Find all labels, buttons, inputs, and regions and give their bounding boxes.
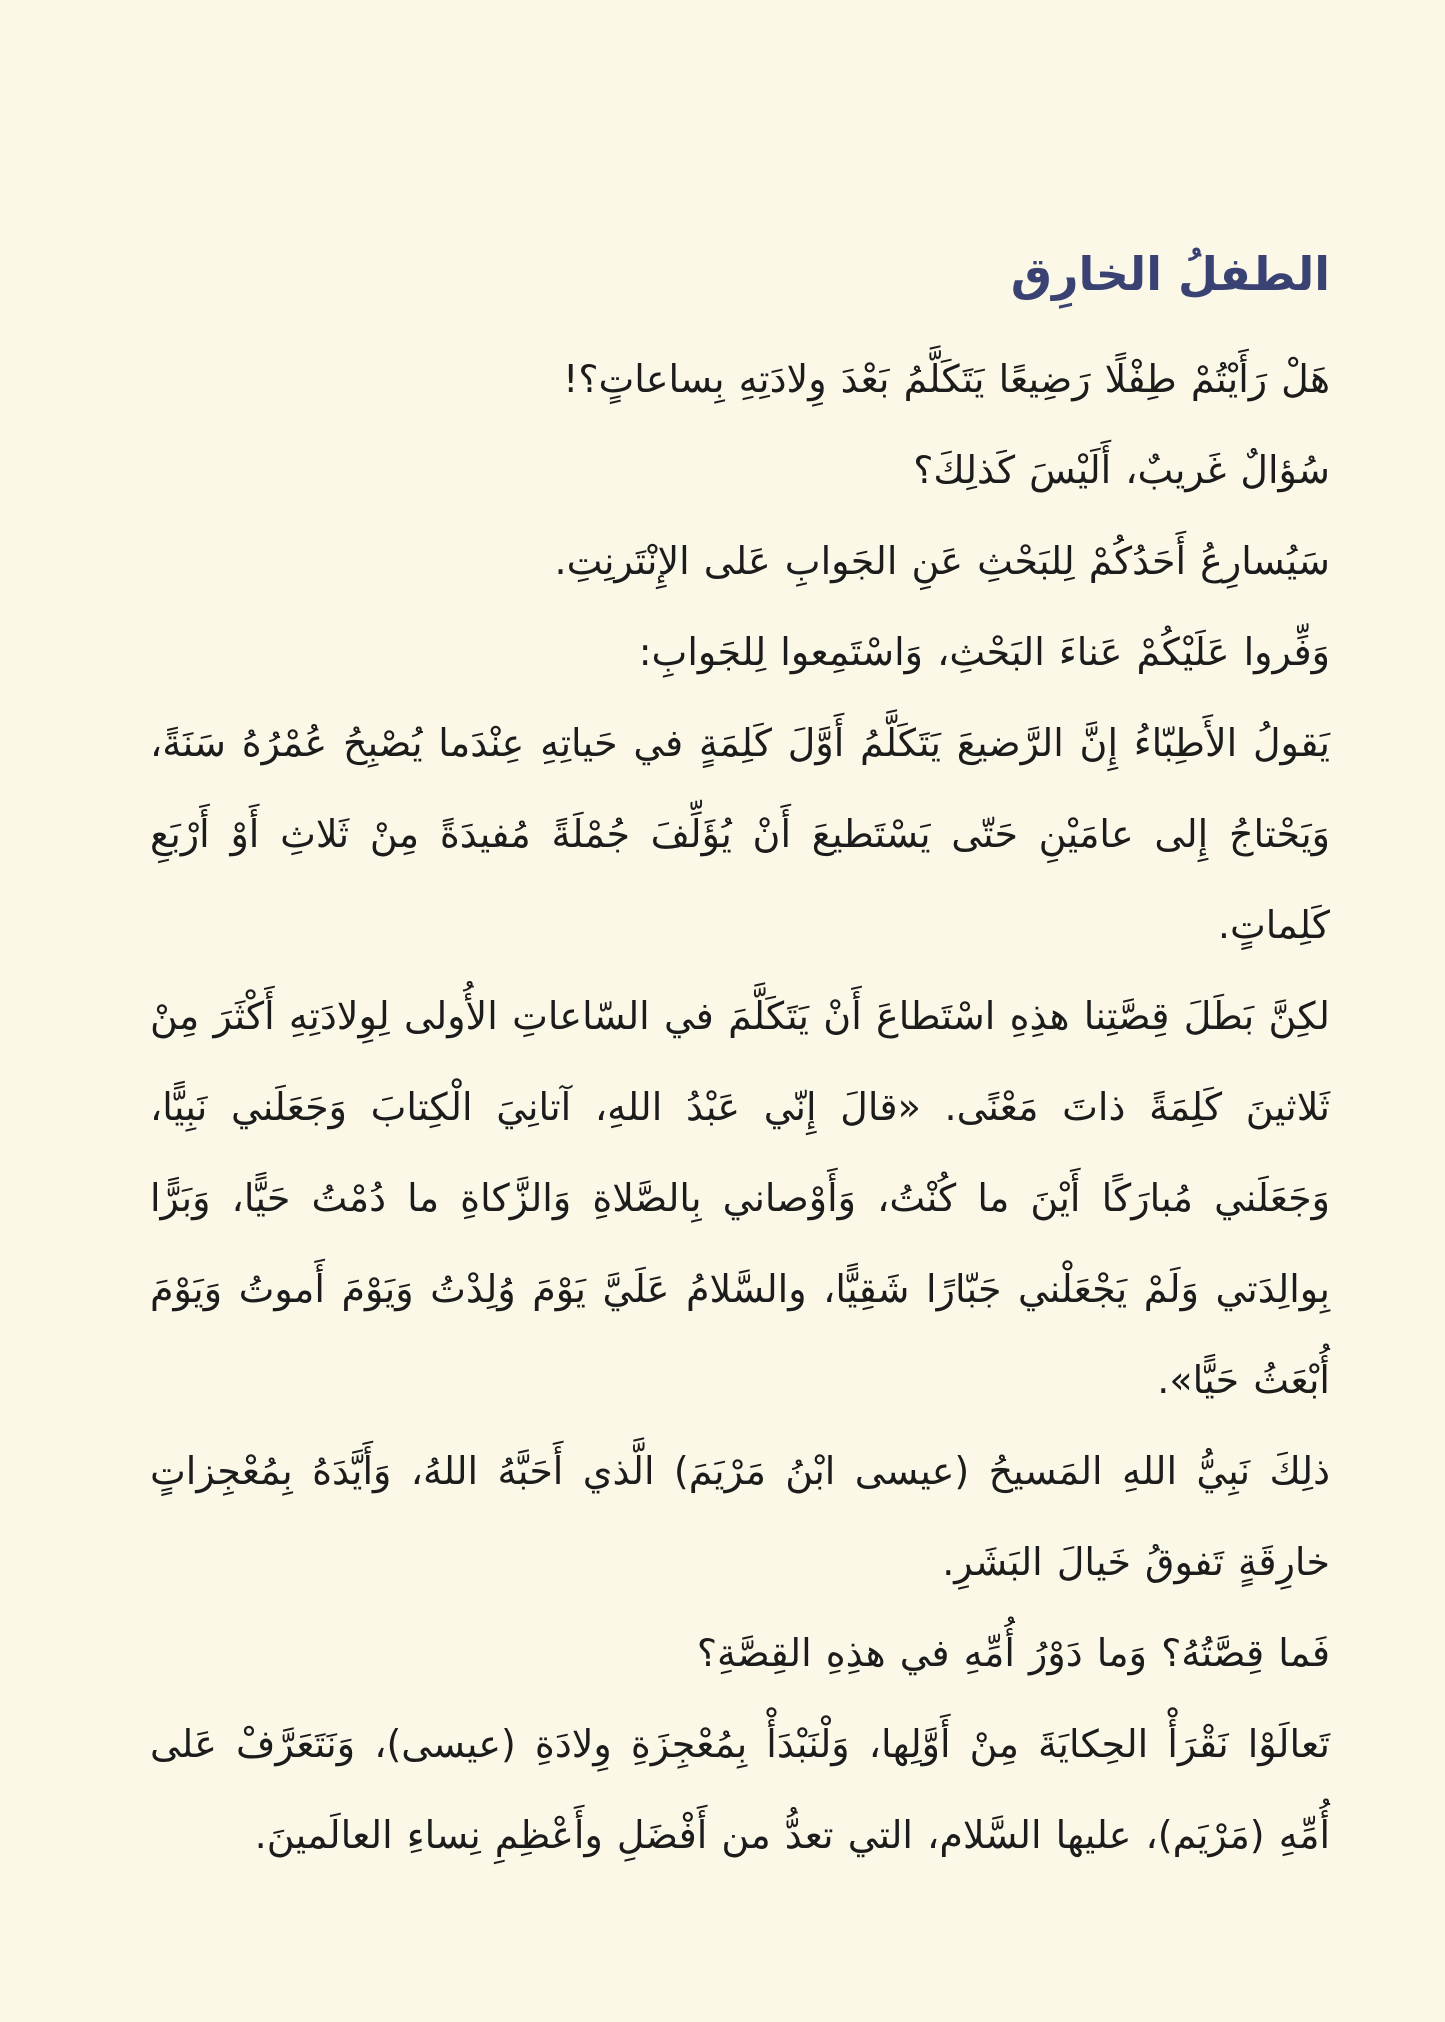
page-title: الطفلُ الخارِق bbox=[1010, 247, 1330, 301]
paragraph-doctors: يَقولُ الأَطِبّاءُ إِنَّ الرَّضيعَ يَتَكَلَّمُ أَوَّلَ كَلِمَةٍ في حَياتِهِ عِنْدَما يُصْبِحُ عُمْرُهُ سَنَةً، وَيَحْتاجُ إِلى عامَيْنِ حَتّى يَسْتَطيعَ أَنْ يُؤَلِّفَ جُمْلَةً مُفيدَةً مِنْ ثَلاثِ أَوْ أَرْبَعِ كَلِماتٍ. bbox=[150, 721, 1330, 947]
paragraph-prophet-jesus: ذلِكَ نَبِيُّ اللهِ المَسيحُ (عيسى ابْنُ مَرْيَمَ) الَّذي أَحَبَّهُ اللهُ، وَأَيَّدَهُ بِمُعْجِزاتٍ خارِقَةٍ تَفوقُ خَيالَ البَشَرِ. bbox=[150, 1449, 1330, 1584]
paragraph-strange-question: سُؤالٌ غَريبٌ، أَلَيْسَ كَذلِكَ؟ bbox=[913, 448, 1330, 492]
paragraph-question: هَلْ رَأَيْتُمْ طِفْلًا رَضِيعًا يَتَكَلَّمُ بَعْدَ وِلادَتِهِ بِساعاتٍ؟! bbox=[563, 357, 1330, 401]
paragraph-read-story: تَعالَوْا نَقْرَأْ الحِكايَةَ مِنْ أَوَّلِها، وَلْنَبْدَأْ بِمُعْجِزَةِ وِلادَةِ (عيسى)، وَنَتَعَرَّفْ عَلى أُمِّهِ (مَرْيَم)، عليها السَّلام، التي تعدُّ من أَفْضَلِ وأَعْظِمِ نِساءِ العالَمينَ. bbox=[150, 1722, 1330, 1857]
paragraph-hero-quote: لكِنَّ بَطَلَ قِصَّتِنا هذِهِ اسْتَطاعَ أَنْ يَتَكَلَّمَ في السّاعاتِ الأُولى لِوِلادَتِهِ أَكْثَرَ مِنْ ثَلاثينَ كَلِمَةً ذاتَ مَعْنًى. «قالَ إِنّي عَبْدُ اللهِ، آتانِيَ الْكِتابَ وَجَعَلَني نَبِيًّا، وَجَعَلَني مُبارَكًا أَيْنَ ما كُنْتُ، وَأَوْصاني بِالصَّلاةِ وَالزَّكاةِ ما دُمْتُ حَيًّا، وَبَرًّا بِوالِدَتي وَلَمْ يَجْعَلْني جَبّارًا شَقِيًّا، والسَّلامُ عَلَيَّ يَوْمَ وُلِدْتُ وَيَوْمَ أَموتُ وَيَوْمَ أُبْعَثُ حَيًّا». bbox=[150, 994, 1330, 1402]
paragraph-story-question: فَما قِصَّتُهُ؟ وَما دَوْرُ أُمِّهِ في هذِهِ القِصَّةِ؟ bbox=[696, 1631, 1330, 1675]
paragraph-internet-search: سَيُسارِعُ أَحَدُكُمْ لِلبَحْثِ عَنِ الجَوابِ عَلى الإِنْتَرنِتِ. bbox=[554, 539, 1330, 583]
paragraph-listen-answer: وَفِّروا عَلَيْكُمْ عَناءَ البَحْثِ، وَاسْتَمِعوا لِلجَوابِ: bbox=[638, 630, 1330, 674]
